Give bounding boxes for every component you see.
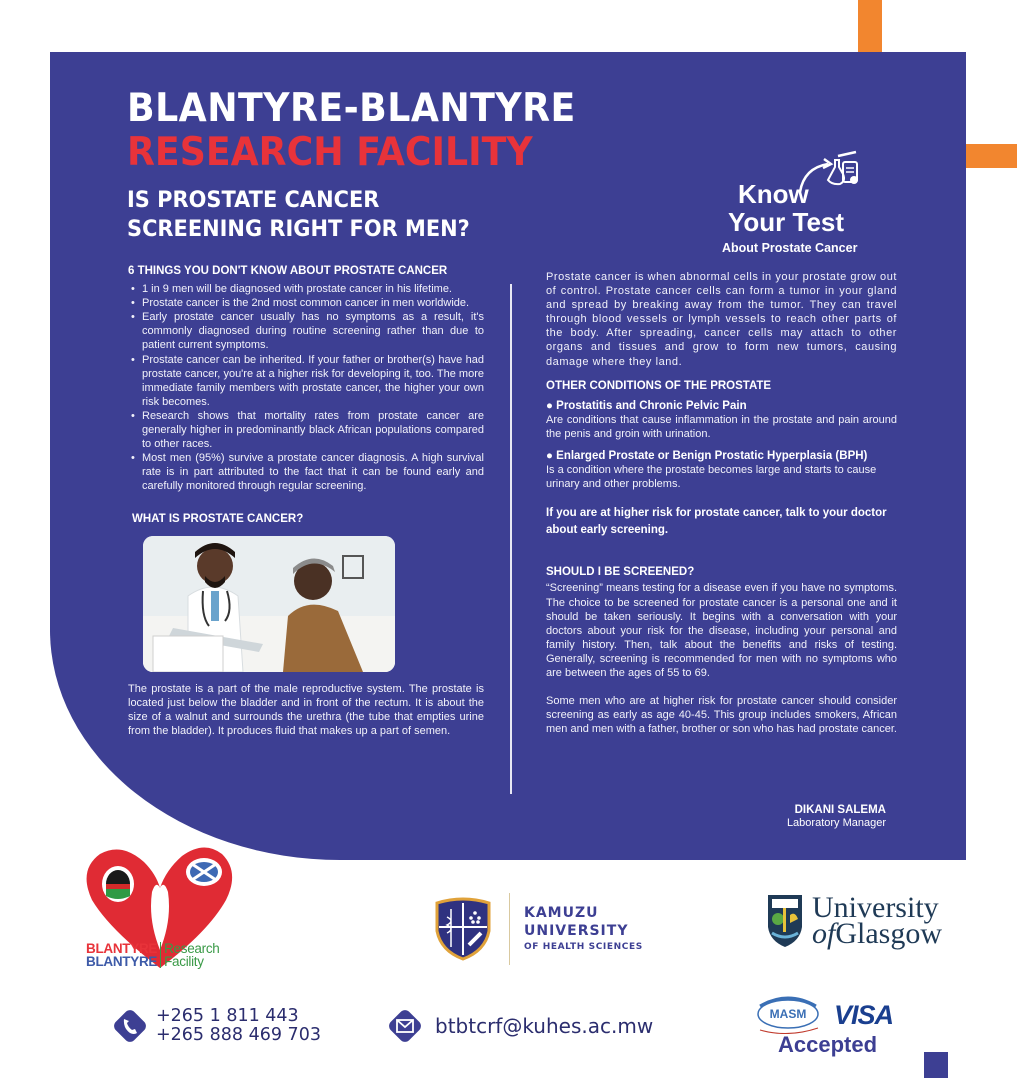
bbrf-separator <box>160 942 161 968</box>
fact-item: • 1 in 9 men will be diagnosed with prostate cancer in his lifetime. <box>128 282 484 296</box>
screen-body-2: Some men who are at higher risk for prostate cancer should consider screening as early as age 40-45. This group includes smokers, African men and men with a father, brother or son who has had prostate cancer. <box>546 695 897 736</box>
know-your-test-badge <box>700 150 880 258</box>
kuhes-line3: OF HEALTH SCIENCES <box>524 942 643 952</box>
subtitle-line1: IS PROSTATE CANCER <box>127 187 380 213</box>
bbrf-research: Research <box>164 941 220 956</box>
what-body: The prostate is a part of the male reproductive system. The prostate is located just below the bladder and in front of the rectum. It is about the size of a walnut and surrounds the urethra (the tube that empties urine from the bladder). It produces fluid that makes up a part of semen. <box>128 682 484 737</box>
glasgow-logo <box>766 893 942 949</box>
visa-logo: VISA <box>834 1000 894 1030</box>
fact-item: • Prostate cancer can be inherited. If your father or brother(s) have had prostate cancer, you're at a higher risk for developing it, too. The more immediate family members with prostate cancer, the higher your own risk becomes. <box>128 353 484 409</box>
fact-item: • Prostate cancer is the 2nd most common cancer in men worldwide. <box>128 296 484 310</box>
phone-number[interactable]: +265 888 469 703 <box>156 1025 321 1045</box>
title-line2: RESEARCH FACILITY <box>127 130 533 175</box>
badge-your-test: Your Test <box>728 207 845 237</box>
intro-paragraph: Prostate cancer is when abnormal cells in your prostate grow out of control. Prostate cancer cells can form a tumor in your gland and spread by breaking away from the tumor. They can travel through blood vessels or lymph vessels to reach other parts of the body. After spreading, cancer cells may attach to other organs and tissues and grow to form new tumors, causing damage where they land. <box>546 271 897 368</box>
visa-accepted: Accepted <box>778 1032 878 1057</box>
email-address[interactable]: btbtcrf@kuhes.ac.mw <box>435 1013 654 1038</box>
screening-callout: If you are at higher risk for prostate cancer, talk to your doctor about early screening. <box>546 507 887 537</box>
kuhes-shield-icon <box>433 897 493 961</box>
what-heading: WHAT IS PROSTATE CANCER? <box>132 512 304 525</box>
masm-logo-text: MASM <box>769 1007 807 1021</box>
left-column <box>128 264 484 738</box>
bbrf-word2: BLANTYRE <box>86 954 158 969</box>
screen-body-1: “Screening” means testing for a disease even if you have no symptoms. The choice to be screened for prostate cancer is a personal one and it should be taken seriously. It begins with a conversation with your doctors about your risk for the disease, including your personal and family history. Then, talk about the benefits and risks of testing. Generally, screening is recommended for men with no symptoms who are between the ages of 55 to 69. <box>546 582 897 679</box>
conditions-heading: OTHER CONDITIONS OF THE PROSTATE <box>546 379 772 392</box>
subtitle-line2: SCREENING RIGHT FOR MEN? <box>127 216 470 242</box>
signature <box>730 804 886 830</box>
glasgow-crest-icon <box>766 893 804 949</box>
fact-item: • Most men (95%) survive a prostate cancer diagnosis. A high survival rate is in part attributed to the fact that it can be found early and carefully monitored through regular screening. <box>128 451 484 493</box>
fact-item: • Early prostate cancer usually has no symptoms as a result, it's commonly diagnosed during routine screening rather than due to patient current symptoms. <box>128 310 484 352</box>
right-column <box>546 270 897 736</box>
signature-name: DIKANI SALEMA <box>794 804 886 816</box>
masm-logo <box>752 988 824 1034</box>
kuhes-divider <box>509 893 510 965</box>
condition-title: ● Enlarged Prostate or Benign Prostatic Hyperplasia (BPH) <box>546 450 868 463</box>
kuhes-logo <box>433 893 643 965</box>
kuhes-line2: UNIVERSITY <box>524 923 629 939</box>
glasgow-of: of <box>812 917 836 950</box>
phone-contact <box>110 1006 321 1046</box>
payment-info <box>752 988 912 1058</box>
email-contact <box>385 1006 653 1046</box>
condition-title: ● Prostatitis and Chronic Pelvic Pain <box>546 399 747 412</box>
condition-body: Is a condition where the prostate becomes large and starts to cause urinary and other problems. <box>546 464 877 491</box>
condition-body: Are conditions that cause inflammation in the prostate and pain around the penis and groin with urination. <box>546 413 897 440</box>
fact-item: • Research shows that mortality rates from prostate cancer are generally higher in predominantly black African populations compared to other races. <box>128 409 484 451</box>
corner-square-decoration <box>924 1052 948 1078</box>
bbrf-wordmark <box>86 942 220 968</box>
badge-know: Know <box>738 179 809 209</box>
signature-role: Laboratory Manager <box>786 817 886 829</box>
phone-icon <box>110 1006 150 1046</box>
subtitle <box>127 186 470 244</box>
badge-about: About Prostate Cancer <box>722 241 858 255</box>
glasgow-line2: Glasgow <box>835 917 942 950</box>
condition-title-text: Enlarged Prostate or Benign Prostatic Hyperplasia (BPH) <box>556 450 868 463</box>
doctor-patient-photo <box>143 536 395 672</box>
bbrf-word1: BLANTYRE <box>86 941 158 956</box>
phone-number[interactable]: +265 1 811 443 <box>156 1006 299 1026</box>
title-line1: BLANTYRE-BLANTYRE <box>127 86 576 131</box>
screen-heading: SHOULD I BE SCREENED? <box>546 566 695 579</box>
facts-heading: 6 THINGS YOU DON'T KNOW ABOUT PROSTATE CANCER <box>128 265 448 277</box>
facts-list <box>128 282 484 493</box>
envelope-icon <box>385 1006 425 1046</box>
glasgow-line1: University <box>812 891 939 924</box>
kuhes-line1: KAMUZU <box>524 905 599 921</box>
bbrf-facility: Facility <box>164 954 204 969</box>
condition-title-text: Prostatitis and Chronic Pelvic Pain <box>556 399 747 412</box>
column-divider <box>510 284 512 794</box>
